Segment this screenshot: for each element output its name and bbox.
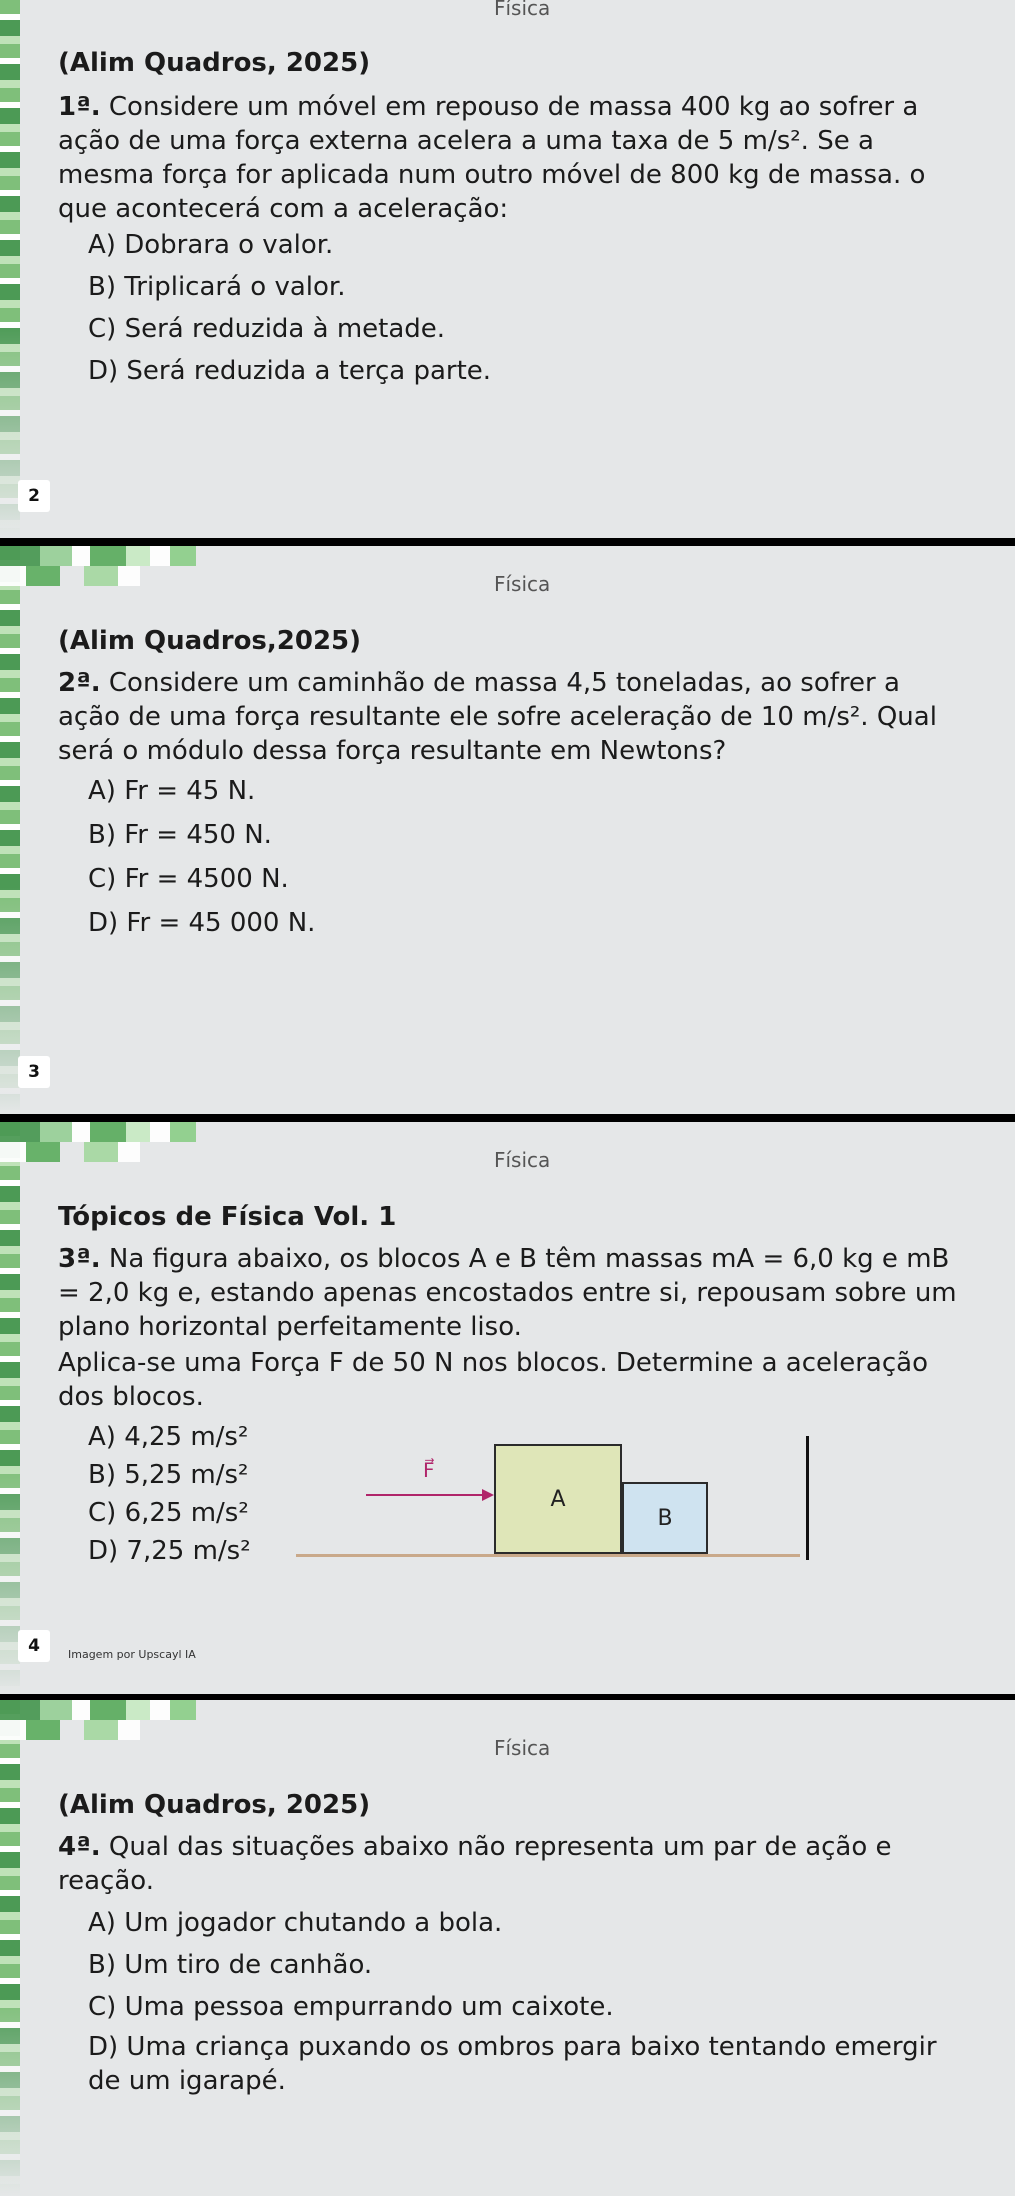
question-number: 4ª. <box>58 1832 101 1862</box>
option-a[interactable]: A) Dobrara o valor. <box>88 230 334 260</box>
option-c[interactable]: C) Fr = 4500 N. <box>88 864 289 894</box>
image-credit: Imagem por Upscayl IA <box>68 1648 196 1661</box>
question-number: 1ª. <box>58 92 101 122</box>
question-source: (Alim Quadros,2025) <box>58 626 362 656</box>
slide-2 <box>0 546 1015 1114</box>
subject-label: Física <box>494 572 551 596</box>
subject-label: Física <box>494 1148 551 1172</box>
header-pattern <box>0 1700 240 1740</box>
option-c[interactable]: C) Uma pessoa empurrando um caixote. <box>88 1992 614 2022</box>
option-d[interactable]: D) 7,25 m/s² <box>88 1536 251 1566</box>
decorative-strip <box>0 0 20 538</box>
question-text: 1ª. Considere um móvel em repouso de massa 400 kg ao sofrer a ação de uma força externa acelera a uma taxa de 5 m/s². Se a mesma força for aplicada num outro móvel de 800 kg de massa. o que acontecerá com a aceleração: <box>58 92 926 224</box>
option-b[interactable]: B) Fr = 450 N. <box>88 820 272 850</box>
option-b[interactable]: B) 5,25 m/s² <box>88 1460 249 1490</box>
option-c[interactable]: C) Será reduzida à metade. <box>88 314 446 344</box>
question-text: 4ª. Qual das situações abaixo não representa um par de ação e reação. <box>58 1832 892 1896</box>
block-b: B <box>622 1482 708 1554</box>
question-source: (Alim Quadros, 2025) <box>58 1790 371 1820</box>
question-number: 3ª. <box>58 1244 101 1274</box>
option-b[interactable]: B) Um tiro de canhão. <box>88 1950 373 1980</box>
block-a: A <box>494 1444 622 1554</box>
question-text: 2ª. Considere um caminhão de massa 4,5 toneladas, ao sofrer a ação de uma força resultante ele sofre aceleração de 10 m/s². Qual será o módulo dessa força resultante em Newtons? <box>58 668 937 766</box>
option-d[interactable]: D) Será reduzida a terça parte. <box>88 356 492 386</box>
question-source: (Alim Quadros, 2025) <box>58 48 371 78</box>
question-text-2: Aplica-se uma Força F de 50 N nos blocos. Determine a aceleração dos blocos. <box>58 1348 928 1412</box>
option-d[interactable]: D) Uma criança puxando os ombros para baixo tentando emergir de um igarapé. <box>88 2032 937 2096</box>
wall <box>806 1436 809 1560</box>
slide-1 <box>0 0 1015 538</box>
force-label: F⃗ <box>423 1458 435 1482</box>
option-c[interactable]: C) 6,25 m/s² <box>88 1498 249 1528</box>
force-arrow <box>366 1494 484 1496</box>
subject-label: Física <box>494 0 551 20</box>
force-arrow-head <box>482 1489 494 1501</box>
slide-3 <box>0 1122 1015 1694</box>
page-number: 2 <box>18 480 50 512</box>
option-d[interactable]: D) Fr = 45 000 N. <box>88 908 316 938</box>
option-a[interactable]: A) Fr = 45 N. <box>88 776 256 806</box>
decorative-strip <box>0 1700 20 2196</box>
subject-label: Física <box>494 1736 551 1760</box>
page-number: 3 <box>18 1056 50 1088</box>
question-text: 3ª. Na figura abaixo, os blocos A e B têm massas mA = 6,0 kg e mB = 2,0 kg e, estando apenas encostados entre si, repousam sobre um plano horizontal perfeitamente liso. <box>58 1244 957 1342</box>
decorative-strip <box>0 546 20 1114</box>
option-b[interactable]: B) Triplicará o valor. <box>88 272 346 302</box>
decorative-strip <box>0 1122 20 1694</box>
ground-plane <box>296 1554 800 1557</box>
option-a[interactable]: A) Um jogador chutando a bola. <box>88 1908 503 1938</box>
question-source: Tópicos de Física Vol. 1 <box>58 1202 397 1232</box>
header-pattern <box>0 546 240 586</box>
option-a[interactable]: A) 4,25 m/s² <box>88 1422 249 1452</box>
slide-4 <box>0 1700 1015 2196</box>
question-number: 2ª. <box>58 668 101 698</box>
header-pattern <box>0 1122 240 1162</box>
page-number: 4 <box>18 1630 50 1662</box>
